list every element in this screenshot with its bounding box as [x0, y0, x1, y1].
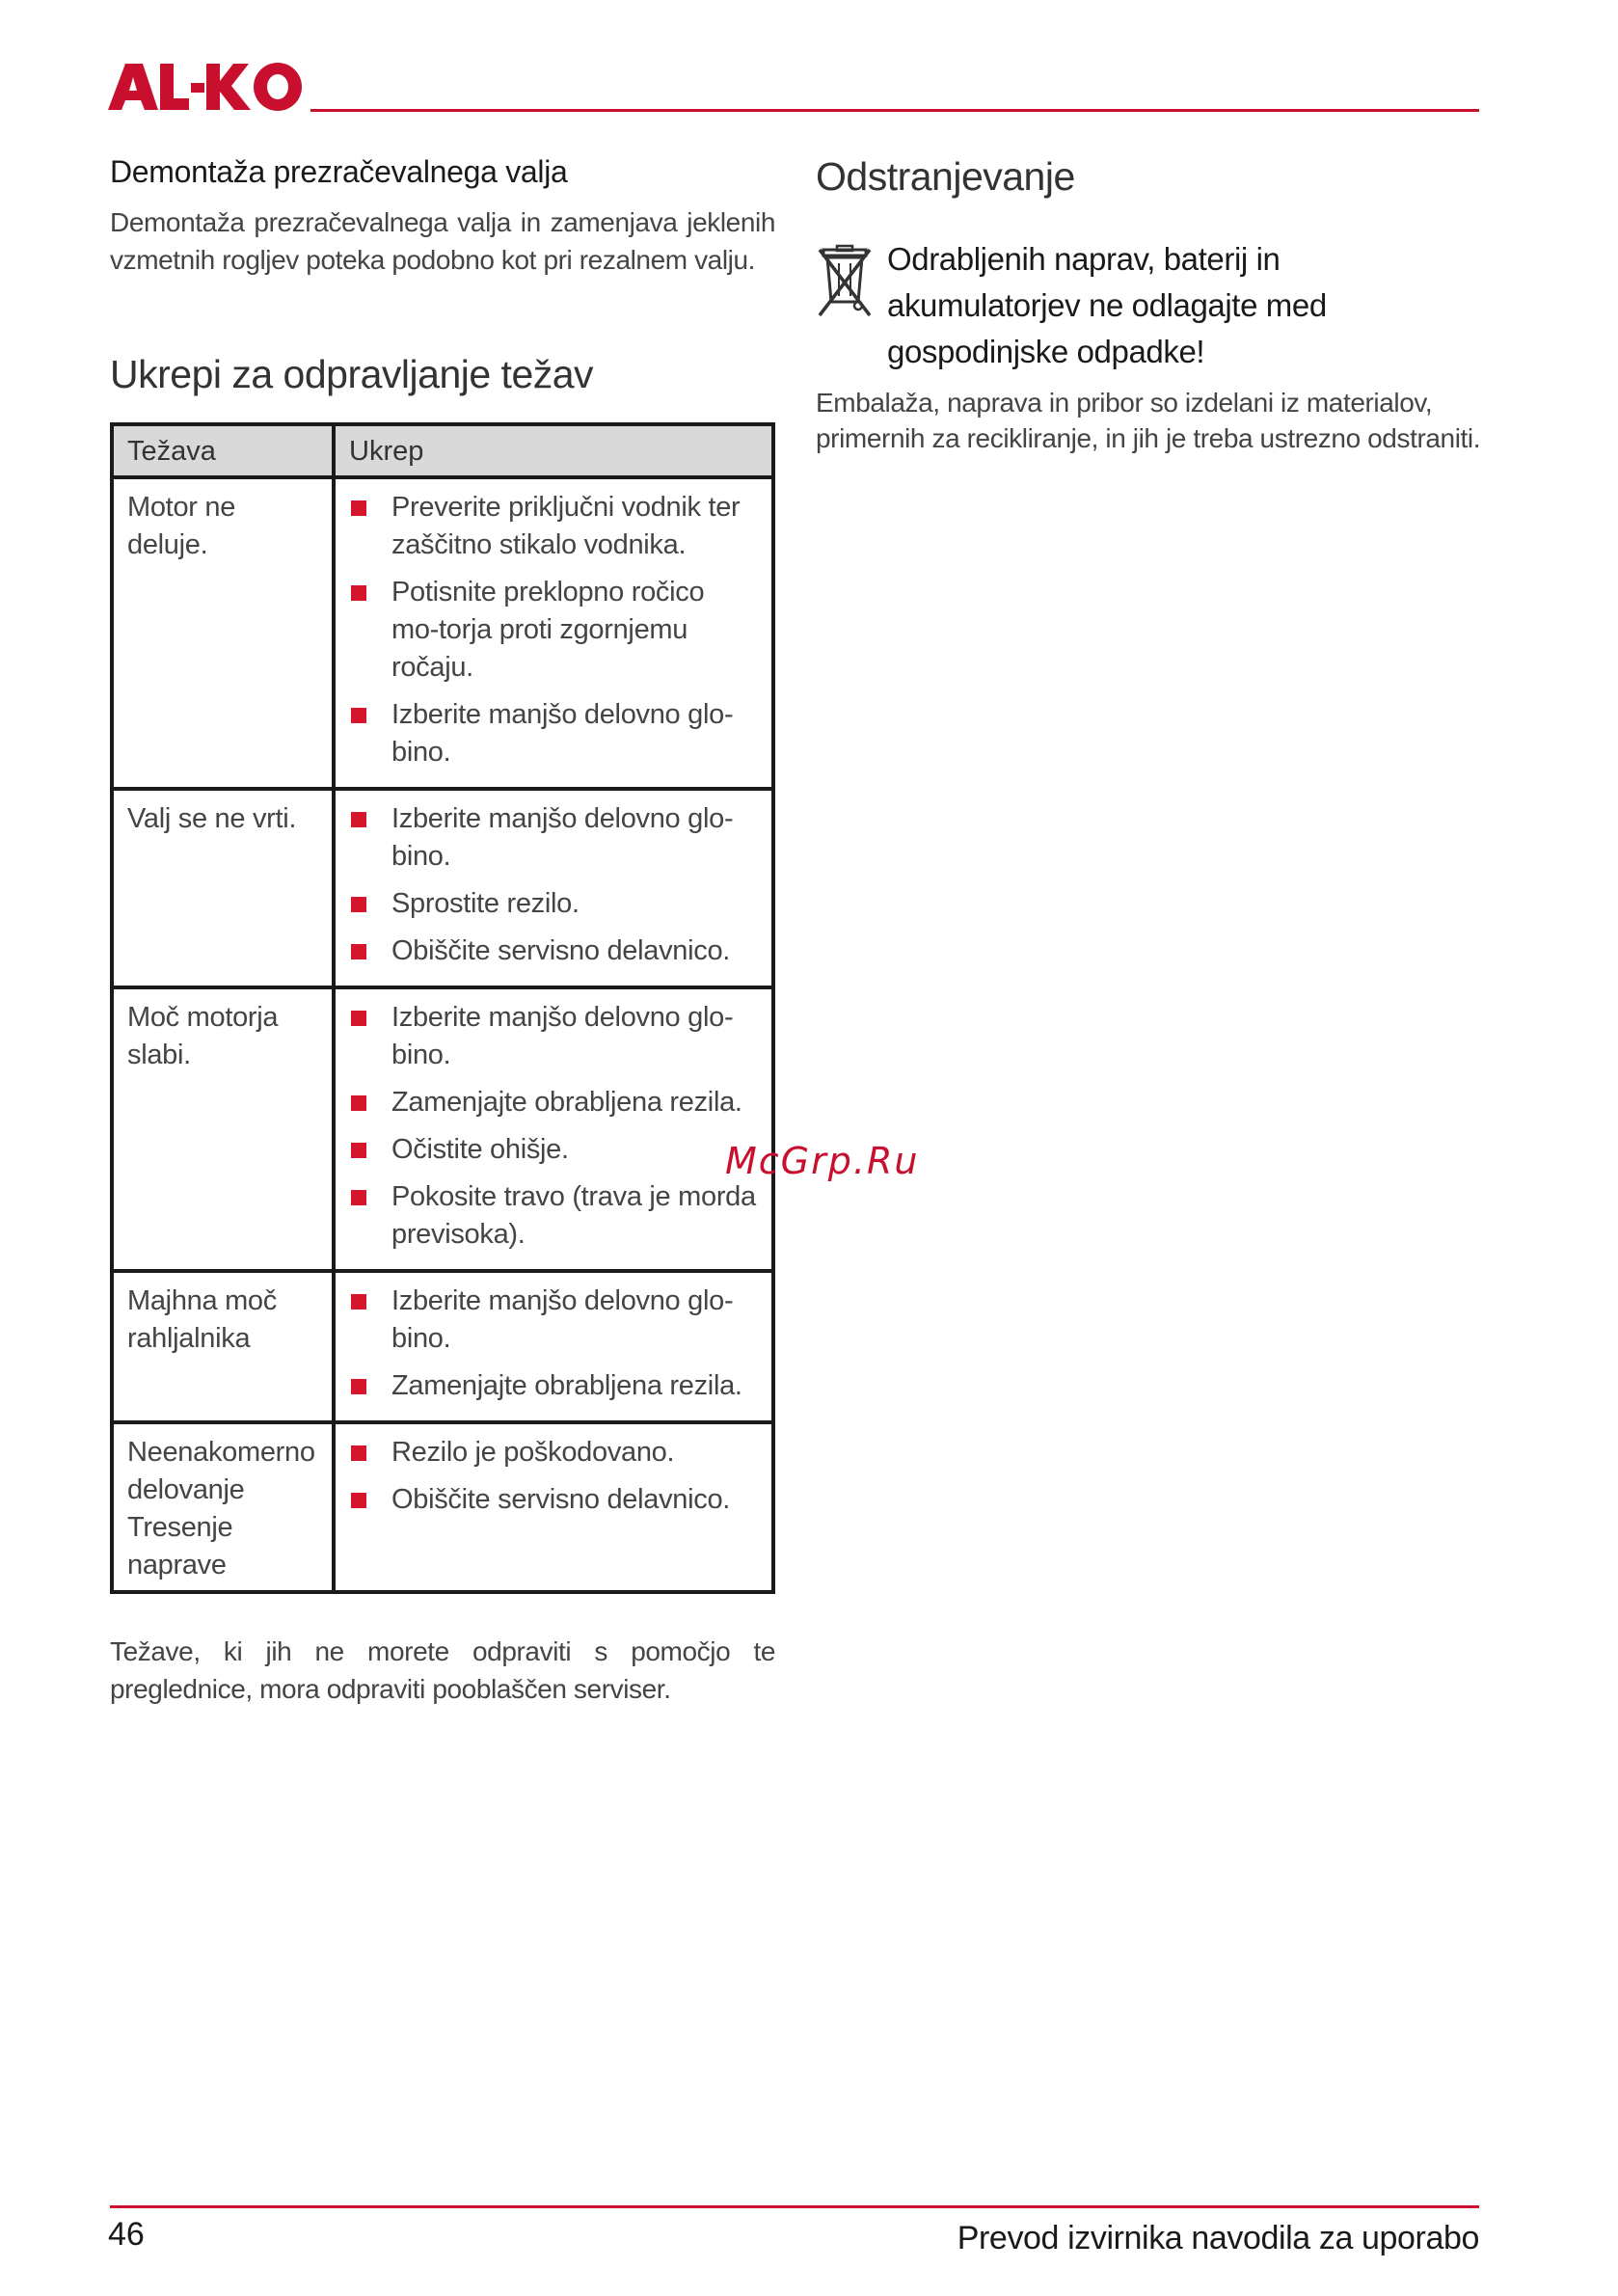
- header-rule: [310, 109, 1479, 112]
- watermark: McGrp.Ru: [725, 1140, 920, 1182]
- action-item: Sprostite rezilo.: [349, 885, 758, 923]
- table-row: [112, 1422, 773, 1592]
- disposal-text: Embalaža, naprava in pribor so izdelani iz materialov, primernih za recikliranje, in jih je treba ustrezno odstraniti.: [816, 388, 1481, 453]
- disposal-warning-text: Odrabljenih naprav, baterij in akumulatorjev ne odlagajte med gospodinjske odpadke!: [887, 241, 1327, 369]
- problem-cell: Majhna moč rahljalnika: [112, 1271, 334, 1422]
- action-item: Preverite priključni vodnik ter zaščitno stikalo vodnika.: [349, 489, 758, 564]
- action-item: Rezilo je poškodovano.: [349, 1434, 758, 1472]
- left-column: [110, 154, 775, 1708]
- troubleshooting-heading: Ukrepi za odpravljanje težav: [110, 352, 594, 396]
- footer-rule: [110, 2205, 1479, 2208]
- right-column: [816, 154, 1481, 456]
- action-item: Očistite ohišje.: [349, 1131, 758, 1169]
- problem-cell: Valj se ne vrti.: [112, 789, 334, 987]
- action-item: Potisnite preklopno ročico mo-torja proti zgornjemu ročaju.: [349, 574, 758, 687]
- actions-cell: [334, 987, 773, 1271]
- disposal-warning: [816, 236, 1481, 375]
- disposal-heading: Odstranjevanje: [816, 154, 1075, 199]
- table-row: [112, 789, 773, 987]
- action-item: Izberite manjšo delovno glo-bino.: [349, 1283, 758, 1358]
- problem-cell: Moč motorja slabi.: [112, 987, 334, 1271]
- subsection-text: Demontaža prezračevalnega valja in zamenjava jeklenih vzmetnih rogljev poteka podobno kot pri rezalnem valju.: [110, 207, 775, 275]
- action-item: Obiščite servisno delavnico.: [349, 1481, 758, 1519]
- actions-cell: [334, 477, 773, 789]
- table-row: [112, 1271, 773, 1422]
- footer-title: Prevod izvirnika navodila za uporabo: [957, 2220, 1479, 2256]
- action-item: Obiščite servisno delavnico.: [349, 932, 758, 970]
- page-number: 46: [108, 2216, 145, 2253]
- column-header-action: Ukrep: [334, 424, 773, 477]
- action-item: Pokosite travo (trava je morda previsoka).: [349, 1178, 758, 1254]
- action-item: Zamenjajte obrabljena rezila.: [349, 1367, 758, 1405]
- action-item: Zamenjajte obrabljena rezila.: [349, 1084, 758, 1121]
- troubleshooting-table: [110, 422, 775, 1594]
- problem-cell: Motor ne deluje.: [112, 477, 334, 789]
- table-row: [112, 477, 773, 789]
- action-item: Izberite manjšo delovno glo-bino.: [349, 800, 758, 876]
- problem-cell: Neenakomerno delovanje Tresenje naprave: [112, 1422, 334, 1592]
- subsection-heading: Demontaža prezračevalnega valja: [110, 154, 568, 189]
- actions-cell: [334, 1271, 773, 1422]
- column-header-problem: Težava: [112, 424, 334, 477]
- action-item: Izberite manjšo delovno glo-bino.: [349, 999, 758, 1074]
- brand-logo-graphic: [108, 60, 305, 120]
- action-item: Izberite manjšo delovno glo-bino.: [349, 696, 758, 771]
- table-row: [112, 987, 773, 1271]
- actions-cell: [334, 1422, 773, 1592]
- actions-cell: [334, 789, 773, 987]
- service-note: Težave, ki jih ne morete odpraviti s pomočjo te preglednice, mora odpraviti pooblaščen serviser.: [110, 1636, 775, 1704]
- crossed-out-bin-icon: [816, 244, 874, 321]
- table-header-row: [112, 424, 773, 477]
- al-ko-logo: [108, 60, 305, 120]
